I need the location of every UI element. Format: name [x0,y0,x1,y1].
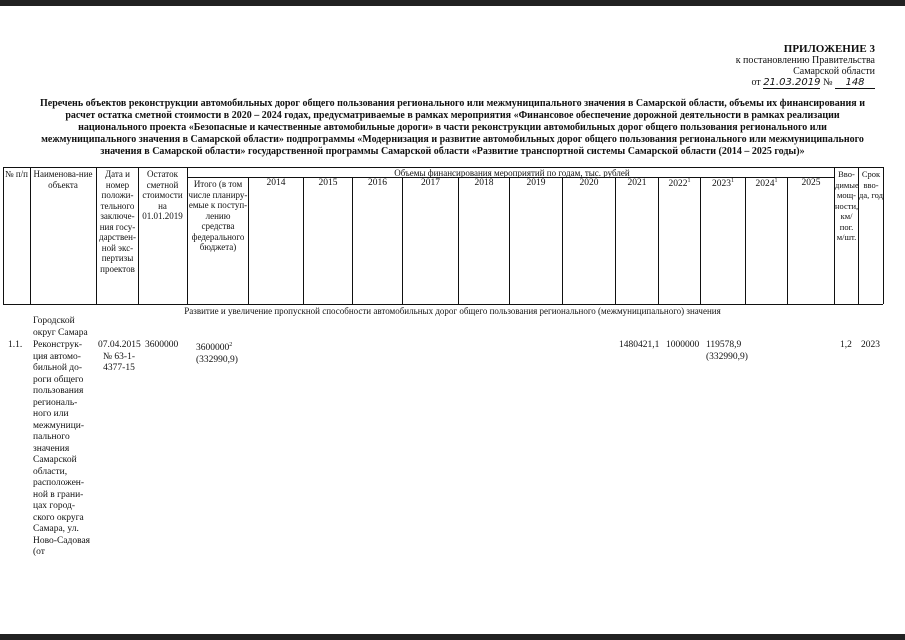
col-rule [248,177,249,304]
year-2017: 2017 [421,178,440,188]
col-rule [96,167,97,304]
row-2021: 1480421,1 [619,340,660,350]
col-rule [402,177,403,304]
resolution-date: 21.03.2019 [763,77,821,88]
year-2018: 2018 [474,178,494,188]
year-2016: 2016 [368,178,387,188]
col-rule [883,167,884,304]
appendix-line2: Самарской области [793,66,875,77]
header-term: Срок вво-да, год [859,169,883,200]
section-heading: Развитие и увеличение пропускной способности автомобильных дорог общего пользования регионального (межмуниципального) значения [184,306,721,316]
row-capacity: 1,2 [840,340,852,350]
appendix-line1: к постановлению Правительства [735,55,875,66]
header-volumes: Объемы финансирования мероприятий по годам, тыс. рублей [394,168,630,178]
scan-bottom-border [0,634,905,640]
header-num: № п/п [5,169,28,179]
row-term: 2023 [861,340,880,350]
header-total: Итого (в том числе планиру-емые к поступ-лению средства федерального бюджета) [188,179,248,252]
row-num: 1.1. [8,340,23,350]
row-object-name: Реконструк-ция автомо-бильной до-роги общего пользования региональ-ного или межмуници-пального значения Самарской области, расположен-ной в грани-цах город-ского округа Самара, ул. Ново-Садовая (от [33,340,91,557]
col-rule [352,177,353,304]
header-name: Наименова-ние объекта [33,169,93,190]
col-rule [700,177,701,304]
col-rule [509,177,510,304]
year-2019: 2019 [526,178,546,188]
col-rule [745,177,746,304]
col-rule [658,177,659,304]
year-2021: 2021 [627,178,647,188]
col-rule [30,167,31,304]
year-2023: 2023$^1$ [712,178,734,190]
row-expertise: 07.04.2015 № 63-1-4377-15 [98,340,141,373]
header-bottom-rule [3,304,883,305]
scan-top-border [0,0,905,6]
year-2022: 2022$^1$ [668,178,691,190]
col-rule [562,177,563,304]
row-locality: Городской округ Самара [33,316,88,338]
year-2015: 2015 [318,178,338,188]
number-label: № [822,77,833,88]
appendix-block [715,44,875,89]
from-label: от [751,77,761,88]
header-capacity: Вво-димые мощ-ности, км/ пог. м/шт. [835,169,859,242]
col-rule [787,177,788,304]
col-rule [458,177,459,304]
year-2025: 2025 [801,178,821,188]
appendix-title: ПРИЛОЖЕНИЕ 3 [783,43,875,55]
col-rule [3,167,4,304]
header-rest: Остаток сметной стоимости на 01.01.2019 [142,169,183,221]
appendix-date-line [715,77,875,89]
document-title: Перечень объектов реконструкции автомобильных дорог общего пользования регионального или межмуниципального значения в Самарской области, объемы их финансирования и расчет остатка сметной стоимости в 2020 – 2024 годах, предусматриваемые в рамках мероприятия «Финансовое обеспечение дорожной деятельности в рамках реализации национального проекта «Безопасные и качественные автомобильные дороги» в части реконструкции автомобильных дорог общего пользования регионального или межмуниципального значения в Самарской области» подпрограммы «Модернизация и развитие автомобильных дорог общего пользования регионального или межмуниципального значения в Самарской области» государственной программы Самарской области «Развитие транспортной системы Самарской области (2014 – 2025 годы)» [40,98,865,157]
year-2020: 2020 [579,178,599,188]
row-rest: 3600000 [145,340,179,350]
col-rule [303,177,304,304]
header-date: Дата и номер положи-тельного заключе-ния госу-дарствен-ной экс-пертизы проектов [98,169,136,274]
row-2023: 119578,9 (332990,9) [706,340,748,362]
year-2024: 2024$^1$ [755,178,778,190]
col-rule [615,177,616,304]
row-total: 3600000$^2$ (332990,9) [196,342,238,365]
row-2022: 1000000 [666,340,700,350]
year-2014: 2014 [266,178,286,188]
resolution-number: 148 [835,77,875,89]
